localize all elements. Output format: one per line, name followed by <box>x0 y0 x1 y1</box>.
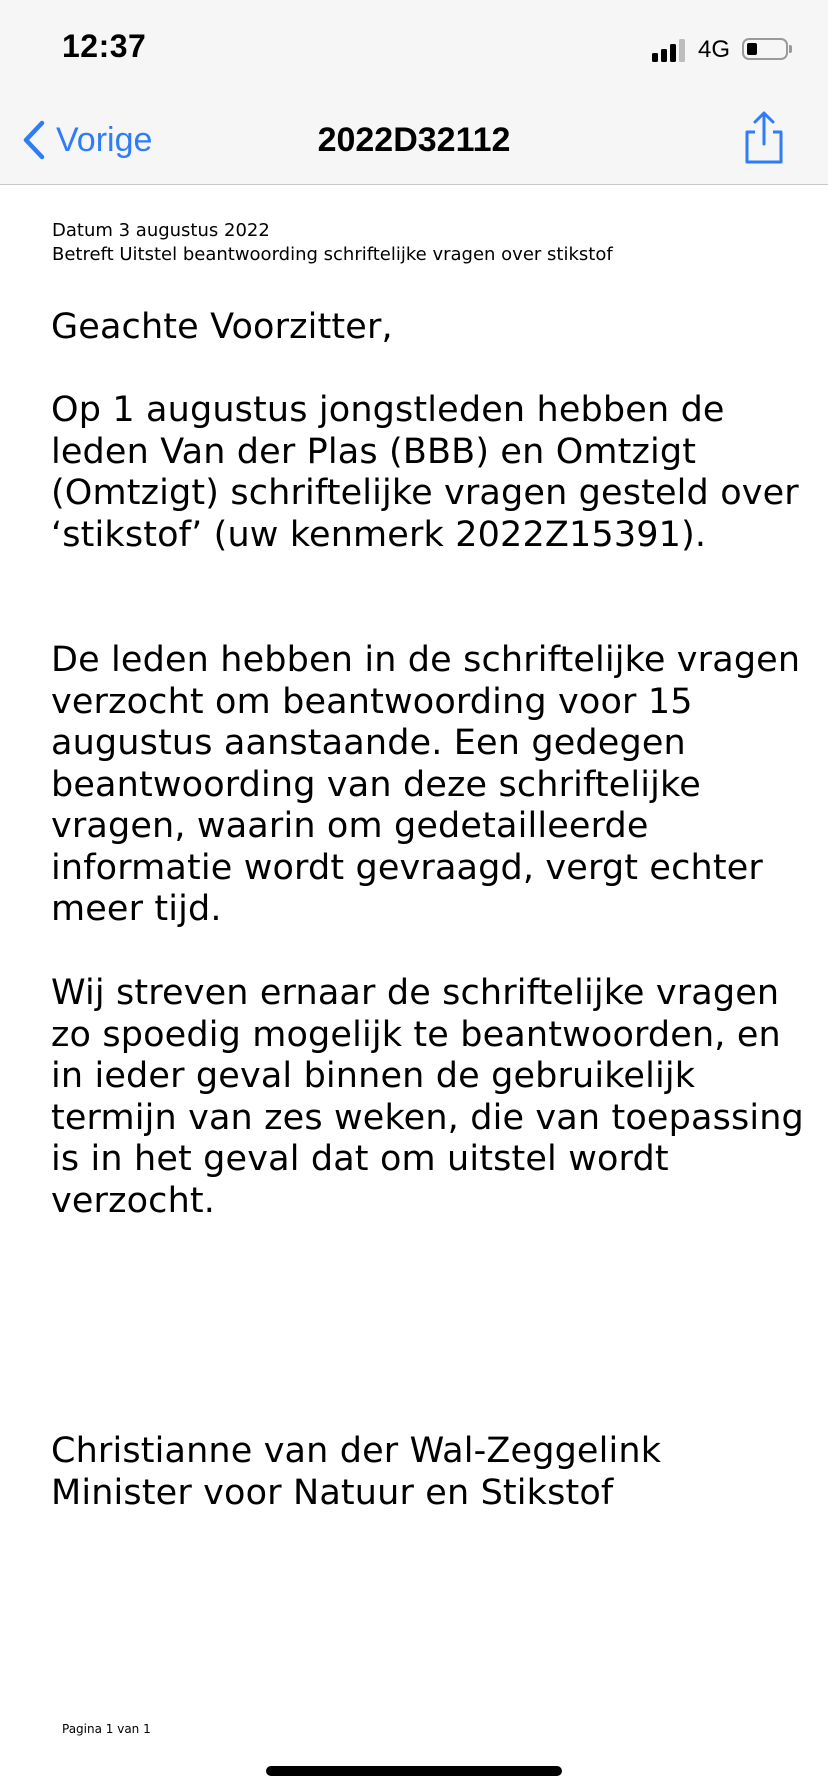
page-footer: Pagina 1 van 1 <box>62 1722 151 1736</box>
page-title: 2022D32112 <box>317 121 511 159</box>
document-date: Datum 3 augustus 2022 <box>52 220 270 241</box>
paragraph-3: Wij streven ernaar de schriftelijke vragen zo spoedig mogelijk te beantwoorden, en in ieder geval binnen de gebruikelijk termijn van zes weken, die van toepassing is in het geval dat om uitstel wordt verzocht. <box>51 973 804 1221</box>
home-indicator[interactable] <box>266 1766 562 1776</box>
signatory-title: Minister voor Natuur en Stikstof <box>51 1473 614 1513</box>
navigation-bar <box>0 96 828 185</box>
battery-tip <box>789 45 792 53</box>
chevron-left-icon <box>22 120 46 160</box>
paragraph-2: De leden hebben in de schriftelijke vragen verzocht om beantwoording voor 15 augustus aanstaande. Een gedegen beantwoording van deze schriftelijke vragen, waarin om gedetailleerde informatie wordt gevraagd, vergt echter meer tijd. <box>51 640 801 929</box>
battery-icon <box>742 38 788 60</box>
signatory-name: Christianne van der Wal-Zeggelink <box>51 1431 662 1471</box>
share-icon <box>740 110 788 166</box>
paragraph-1: Op 1 augustus jongstleden hebben de leden Van der Plas (BBB) en Omtzigt (Omtzigt) schriftelijke vragen gesteld over ‘stikstof’ (uw kenmerk 2022Z15391). <box>51 390 799 555</box>
network-type: 4G <box>698 36 731 63</box>
salutation: Geachte Voorzitter, <box>51 307 393 347</box>
status-bar <box>0 0 828 96</box>
battery-level-fill <box>747 43 757 55</box>
document-subject: Betreft Uitstel beantwoording schriftelijke vragen over stikstof <box>52 244 613 265</box>
share-button[interactable] <box>740 110 788 166</box>
cellular-signal-icon <box>652 38 692 62</box>
status-time: 12:37 <box>62 28 147 64</box>
back-button-label: Vorige <box>56 120 153 159</box>
back-button[interactable] <box>22 118 152 162</box>
